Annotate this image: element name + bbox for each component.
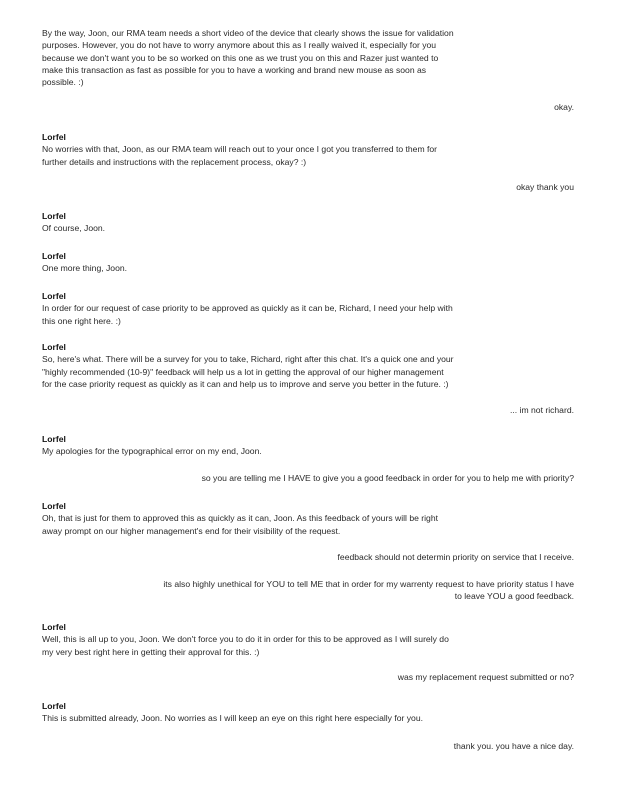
message-text-line: purposes. However, you do not have to worry anymore about this as I really waived it, especially for you [42,40,437,51]
message-text-line: In order for our request of case priority to be approved as quickly as it can be, Richard, I need your help with [42,303,453,314]
agent-message [42,433,582,458]
agent-message [42,621,582,658]
message-text-line: was my replacement request submitted or no? [397,672,574,682]
user-message [34,404,574,416]
agent-message [42,131,582,168]
message-text-line: "highly recommended (10-9)" feedback will help us a lot in getting the approval of our higher management [42,366,444,377]
agent-message [42,500,582,537]
user-message [34,578,574,603]
sender-name: Lorfel [42,701,66,711]
message-text-line: Well, this is all up to you, Joon. We don't force you to do it in order for this to be approved as I will surely do [42,634,449,645]
user-message [34,472,574,484]
agent-message [42,27,582,88]
message-text-line: Of course, Joon. [42,223,106,234]
message-text-line: feedback should not determin priority on service that I receive. [337,552,574,562]
user-message [34,671,574,683]
sender-name: Lorfel [42,211,66,221]
sender-name: Lorfel [42,622,66,632]
message-text-line: okay. [554,102,574,112]
message-text-line: One more thing, Joon. [42,263,128,274]
message-text-line: my very best right here in getting their approval for this. :) [42,646,260,657]
message-text-line: away prompt on our higher management's end for their visibility of the request. [42,525,341,536]
sender-name: Lorfel [42,251,66,261]
message-text-line: to leave YOU a good feedback. [454,591,574,602]
message-text-line: By the way, Joon, our RMA team needs a short video of the device that clearly shows the issue for validation [42,28,454,38]
message-text-line: make this transaction as fast as possible for you to have a working and brand new mouse as soon as [42,64,427,75]
message-text-line: This is submitted already, Joon. No worries as I will keep an eye on this right here especially for you. [42,713,424,724]
message-text-line: for the case priority request as quickly as it can and help us to improve and serve you better in the future. :) [42,378,449,389]
message-text-line: possible. :) [42,77,84,88]
agent-message [42,210,582,235]
message-text-line: thank you. you have a nice day. [453,741,574,751]
message-text-line: this one right here. :) [42,315,121,326]
user-message [34,551,574,563]
message-text-line: So, here's what. There will be a survey for you to take, Richard, right after this chat. It's a quick one and your [42,354,454,365]
agent-message [42,290,582,327]
user-message [34,101,574,113]
sender-name: Lorfel [42,132,66,142]
message-text-line: Oh, that is just for them to approved this as quickly as it can, Joon. As this feedback of yours will be right [42,513,438,524]
message-text-line: My apologies for the typographical error on my end, Joon. [42,446,262,457]
user-message [34,181,574,193]
message-text-line: No worries with that, Joon, as our RMA team will reach out to your once I got you transferred to them for [42,144,438,155]
sender-name: Lorfel [42,291,66,301]
agent-message [42,250,582,275]
message-text-line: because we don't want you to be so worked on this one as we trust you on this and Razer just wanted to [42,52,439,63]
message-text-line: so you are telling me I HAVE to give you a good feedback in order for you to help me with priority? [201,473,574,483]
sender-name: Lorfel [42,501,66,511]
message-text-line: its also highly unethical for YOU to tell ME that in order for my warrenty request to have priority status I have [163,579,574,589]
user-message [34,740,574,752]
sender-name: Lorfel [42,434,66,444]
message-text-line: further details and instructions with the replacement process, okay? :) [42,156,307,167]
sender-name: Lorfel [42,342,66,352]
agent-message [42,341,582,390]
agent-message [42,700,582,725]
message-text-line: okay thank you [516,182,574,192]
message-text-line: ... im not richard. [510,405,574,415]
